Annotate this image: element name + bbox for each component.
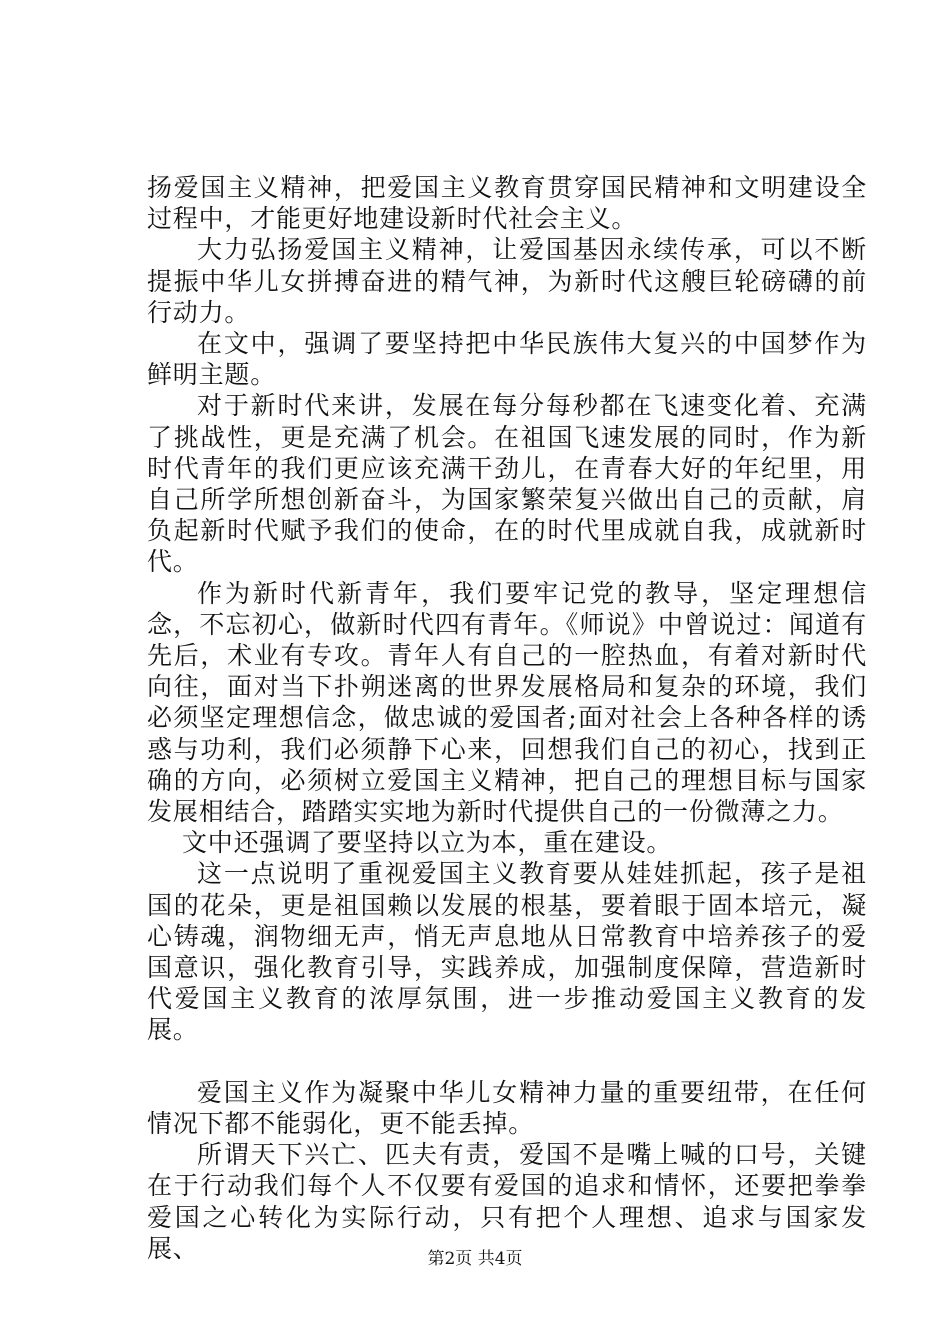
page-footer	[0, 1244, 950, 1269]
page-number: 第2页 共4页	[427, 1249, 523, 1269]
paragraph: 在文中，强调了要坚持把中华民族伟大复兴的中国梦作为鲜明主题。	[147, 329, 867, 390]
paragraph: 爱国主义作为凝聚中华儿女精神力量的重要纽带，在任何情况下都不能弱化，更不能丢掉。	[147, 1077, 867, 1138]
paragraph-gap	[147, 1046, 867, 1077]
paragraph: 扬爱国主义精神，把爱国主义教育贯穿国民精神和文明建设全过程中，才能更好地建设新时代社会主义。	[147, 173, 867, 234]
paragraph: 所谓天下兴亡、匹夫有责，爱国不是嘴上喊的口号，关键在于行动我们每个人不仅要有爱国的追求和情怀，还要把拳拳爱国之心转化为实际行动，只有把个人理想、追求与国家发展、	[147, 1140, 867, 1263]
paragraph: 作为新时代新青年，我们要牢记党的教导，坚定理想信念，不忘初心，做新时代四有青年。《师说》中曾说过：闻道有先后，术业有专攻。青年人有自己的一腔热血，有着对新时代向往，面对当下扑朔迷离的世界发展格局和复杂的环境，我们必须坚定理想信念，做忠诚的爱国者;面对社会上各种各样的诱惑与功利，我们必须静下心来，回想我们自己的初心，找到正确的方向，必须树立爱国主义精神，把自己的理想目标与国家发展相结合，踏踏实实地为新时代提供自己的一份微薄之力。	[147, 578, 867, 827]
paragraph: 文中还强调了要坚持以立为本，重在建设。	[182, 828, 673, 858]
paragraph: 大力弘扬爱国主义精神，让爱国基因永续传承，可以不断提振中华儿女拼搏奋进的精气神，为新时代这艘巨轮磅礴的前行动力。	[147, 235, 867, 327]
paragraph: 这一点说明了重视爱国主义教育要从娃娃抓起，孩子是祖国的花朵，更是祖国赖以发展的根基，要着眼于固本培元，凝心铸魂，润物细无声，悄无声息地从日常教育中培养孩子的爱国意识，强化教育引导，实践养成，加强制度保障，营造新时代爱国主义教育的浓厚氛围，进一步推动爱国主义教育的发展。	[147, 859, 867, 1045]
body-text	[147, 172, 867, 1264]
paragraph: 对于新时代来讲，发展在每分每秒都在飞速变化着、充满了挑战性，更是充满了机会。在祖国飞速发展的同时，作为新时代青年的我们更应该充满干劲儿，在青春大好的年纪里，用自己所学所想创新奋斗，为国家繁荣复兴做出自己的贡献，肩负起新时代赋予我们的使命，在的时代里成就自我，成就新时代。	[147, 391, 867, 577]
